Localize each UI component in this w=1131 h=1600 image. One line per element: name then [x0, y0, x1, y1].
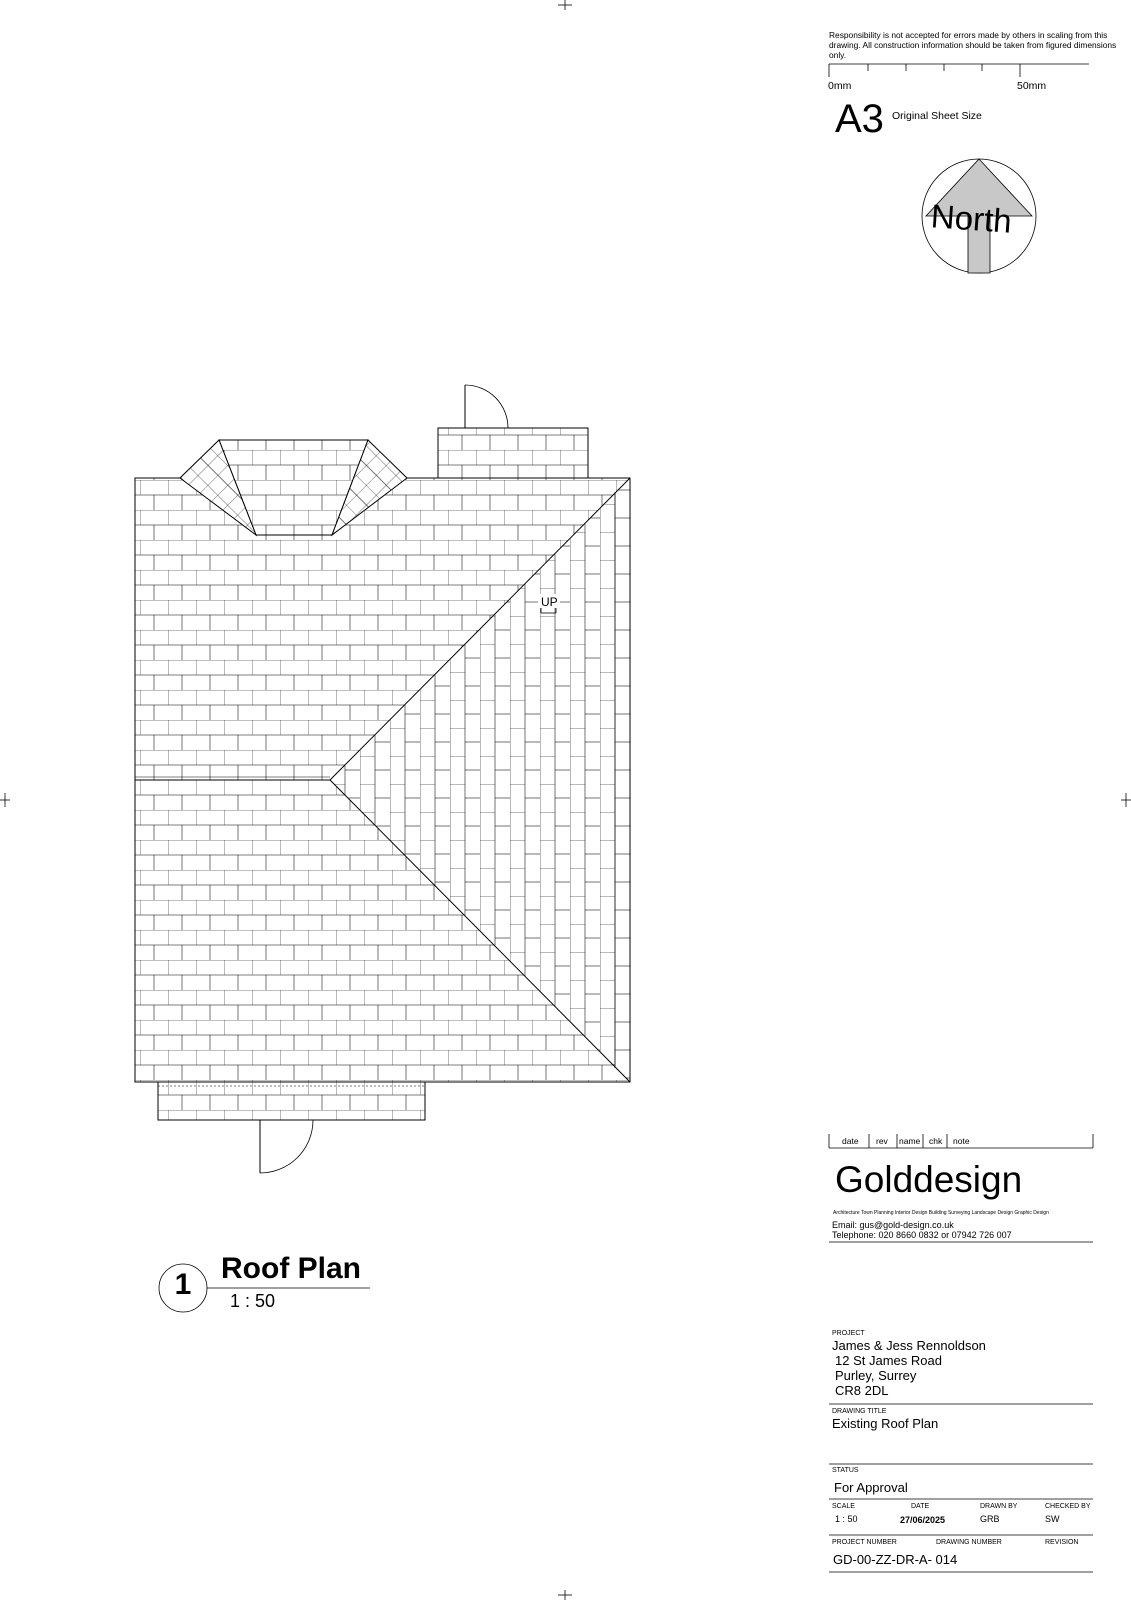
- checked-by-value: SW: [1045, 1514, 1060, 1524]
- up-label: UP: [541, 595, 558, 609]
- drawing-number-label: DRAWING NUMBER: [936, 1539, 1002, 1546]
- date-label: DATE: [911, 1503, 930, 1510]
- sheet-size: A3: [835, 97, 884, 141]
- project-line-3: Purley, Surrey: [835, 1368, 917, 1383]
- drawn-by-value: GRB: [980, 1514, 1000, 1524]
- revision-header-date: date: [842, 1136, 859, 1146]
- project-number-label: PROJECT NUMBER: [832, 1539, 897, 1546]
- north-label: North: [929, 197, 1013, 240]
- company-email: Email: gus@gold-design.co.uk: [832, 1220, 954, 1230]
- view-title: Roof Plan: [221, 1252, 361, 1285]
- checked-by-label: CHECKED BY: [1045, 1503, 1091, 1510]
- scale-value: 1 : 50: [835, 1514, 858, 1524]
- drawing-number: GD-00-ZZ-DR-A- 014: [833, 1552, 958, 1567]
- scale-bar-start-label: 0mm: [828, 80, 852, 92]
- scale-bar: [829, 64, 1089, 77]
- revision-header-name: name: [899, 1136, 921, 1146]
- drawn-by-label: DRAWN BY: [980, 1503, 1018, 1510]
- project-label: PROJECT: [832, 1330, 865, 1337]
- sheet-size-label: Original Sheet Size: [892, 110, 982, 122]
- company-services: Architecture Town Planning Interior Design Building Surveying Landscape Design Graphic Design: [833, 1210, 1049, 1216]
- status-value: For Approval: [834, 1480, 908, 1495]
- drawing-title-label: DRAWING TITLE: [832, 1408, 887, 1415]
- revision-header-chk: chk: [929, 1136, 943, 1146]
- company-logo-text: Golddesign: [835, 1159, 1023, 1200]
- revision-header-rev: rev: [876, 1136, 888, 1146]
- project-line-2: 12 St James Road: [835, 1353, 942, 1368]
- revision-label: REVISION: [1045, 1539, 1079, 1546]
- status-label: STATUS: [832, 1467, 859, 1474]
- drawing-title: Existing Roof Plan: [832, 1416, 939, 1431]
- view-number: 1: [174, 1268, 192, 1301]
- scaling-disclaimer: Responsibility is not accepted for errors made by others in scaling from this drawing. All construction information should be taken from figured dimensions only.: [829, 30, 1117, 60]
- revision-header-note: note: [953, 1136, 970, 1146]
- project-line-4: CR8 2DL: [835, 1383, 889, 1398]
- company-telephone: Telephone: 020 8660 0832 or 07942 726 007: [832, 1230, 1012, 1240]
- date-value: 27/06/2025: [900, 1515, 946, 1525]
- scale-label: SCALE: [832, 1503, 855, 1510]
- project-line-1: James & Jess Rennoldson: [832, 1338, 986, 1353]
- scale-bar-end-label: 50mm: [1017, 80, 1047, 92]
- view-scale: 1 : 50: [230, 1291, 276, 1311]
- roof-plan-drawing: [135, 385, 630, 1173]
